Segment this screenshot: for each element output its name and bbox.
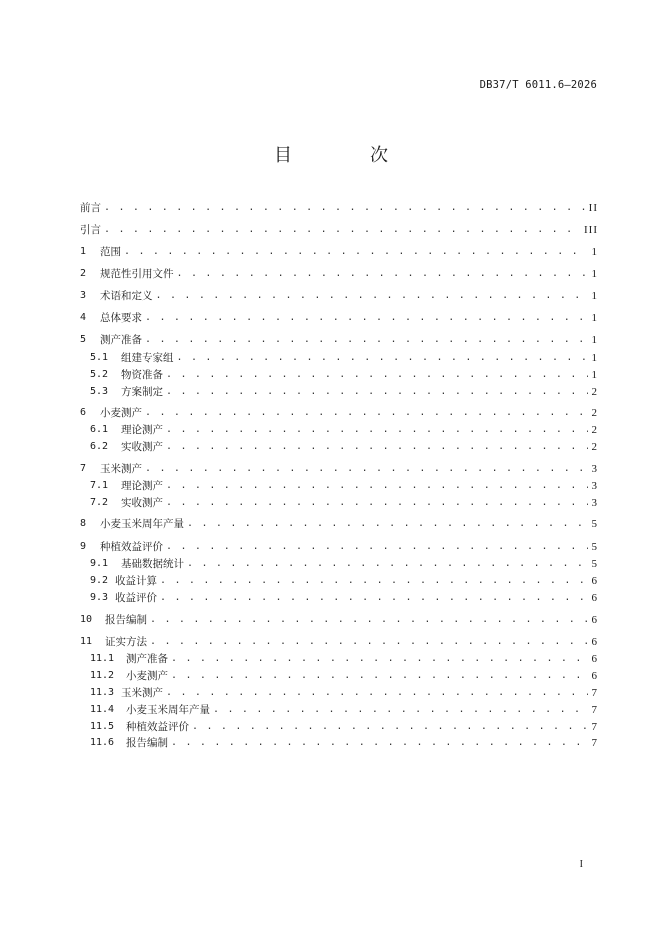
toc-page-number: 1: [591, 268, 598, 280]
toc-leader-dots: [166, 422, 588, 438]
toc-page-number: 2: [591, 407, 598, 419]
toc-page-number: 6: [591, 614, 598, 626]
footer-page-number: I: [579, 859, 583, 870]
toc-leader-dots: [156, 288, 588, 304]
toc-page-number: 5: [591, 541, 598, 553]
toc-number: 11.4: [90, 704, 115, 715]
toc-number: 1: [80, 246, 87, 257]
toc-page-number: 7: [591, 721, 598, 733]
toc-page-number: 3: [591, 463, 598, 475]
toc-entry-1[interactable]: [80, 244, 598, 260]
toc-page-number: 5: [591, 558, 598, 570]
toc-page-number: 3: [591, 480, 598, 492]
toc-leader-dots: [104, 222, 580, 238]
toc-leader-dots: [192, 719, 588, 735]
toc-number: 11.5: [90, 721, 115, 732]
toc-label: 收益计算: [115, 575, 157, 587]
toc-leader-dots: [177, 350, 588, 366]
toc-entry-11-4[interactable]: [90, 702, 598, 718]
toc-page-number: II: [588, 202, 598, 214]
toc-number: 5.2: [90, 369, 109, 380]
toc-entry-11-5[interactable]: [90, 719, 598, 735]
toc-page-number: 6: [591, 670, 598, 682]
toc-page-number: 7: [591, 687, 598, 699]
toc-leader-dots: [166, 367, 588, 383]
toc-entry-10[interactable]: [80, 612, 598, 628]
toc-leader-dots: [166, 685, 588, 701]
toc-label: 理论测产: [121, 424, 163, 436]
toc-label: 总体要求: [100, 312, 142, 324]
toc-leader-dots: [171, 735, 588, 751]
toc-number: 9.2: [90, 575, 109, 586]
toc-entry-2[interactable]: [80, 266, 598, 282]
toc-leader-dots: [166, 439, 588, 455]
toc-label: 范围: [100, 246, 121, 258]
toc-number: 3: [80, 290, 87, 301]
toc-label: 物资准备: [121, 369, 163, 381]
toc-leader-dots: [160, 590, 588, 606]
toc-label: 报告编制: [105, 614, 147, 626]
toc-leader-dots: [145, 310, 588, 326]
toc-leader-dots: [166, 384, 588, 400]
toc-entry-8[interactable]: [80, 516, 598, 532]
toc-label: 报告编制: [126, 737, 168, 749]
toc-leader-dots: [104, 200, 585, 216]
toc-label: 小麦测产: [100, 407, 142, 419]
toc-entry-5-3[interactable]: [90, 384, 598, 400]
toc-entry-9-1[interactable]: [90, 556, 598, 572]
toc-page-number: 6: [591, 592, 598, 604]
toc-leader-dots: [145, 332, 588, 348]
toc-label: 测产准备: [100, 334, 142, 346]
toc-label: 小麦玉米周年产量: [126, 704, 210, 716]
toc-page-number: 1: [591, 290, 598, 302]
toc-label: 玉米测产: [100, 463, 142, 475]
toc-entry-11-3[interactable]: [90, 685, 598, 701]
toc-leader-dots: [213, 702, 588, 718]
toc-leader-dots: [166, 539, 588, 555]
toc-number: 5.1: [90, 352, 109, 363]
toc-leader-dots: [171, 668, 588, 684]
toc-page-number: 1: [591, 352, 598, 364]
toc-entry-introduction[interactable]: [80, 222, 598, 238]
toc-number: 11.1: [90, 653, 115, 664]
toc-label: 规范性引用文件: [100, 268, 174, 280]
toc-number: 5: [80, 334, 87, 345]
toc-number: 9.1: [90, 558, 109, 569]
toc-number: 11.3: [90, 687, 115, 698]
toc-page-number: 7: [591, 704, 598, 716]
toc-number: 8: [80, 518, 87, 529]
toc-number: 2: [80, 268, 87, 279]
toc-number: 6.1: [90, 424, 109, 435]
toc-number: 9.3: [90, 592, 109, 603]
toc-number: 7.1: [90, 480, 109, 491]
toc-number: 11.2: [90, 670, 115, 681]
toc-leader-dots: [160, 573, 588, 589]
toc-leader-dots: [177, 266, 588, 282]
toc-leader-dots: [166, 495, 588, 511]
toc-number: 11: [80, 636, 93, 647]
toc-leader-dots: [187, 516, 588, 532]
toc-page-number: 2: [591, 386, 598, 398]
toc-entry-3[interactable]: [80, 288, 598, 304]
toc-page-number: 5: [591, 518, 598, 530]
toc-entry-4[interactable]: [80, 310, 598, 326]
toc-leader-dots: [150, 612, 588, 628]
standard-code: DB37/T 6011.6—2026: [479, 79, 597, 91]
toc-number: 5.3: [90, 386, 109, 397]
toc-entry-11-1[interactable]: [90, 651, 598, 667]
toc-page-number: 1: [591, 369, 598, 381]
toc-page-number: 6: [591, 636, 598, 648]
toc-number: 6.2: [90, 441, 109, 452]
toc-number: 6: [80, 407, 87, 418]
toc-leader-dots: [145, 405, 588, 421]
toc-entry-5[interactable]: [80, 332, 598, 348]
toc-page-number: 1: [591, 312, 598, 324]
toc-page-number: 6: [591, 653, 598, 665]
toc-entry-11-6[interactable]: [90, 735, 598, 751]
toc-leader-dots: [166, 478, 588, 494]
toc-leader-dots: [187, 556, 588, 572]
toc-page-number: 1: [591, 334, 598, 346]
toc-label: 证实方法: [105, 636, 147, 648]
page-title: 目 次: [274, 145, 418, 166]
toc-number: 7.2: [90, 497, 109, 508]
toc-entry-6[interactable]: [80, 405, 598, 421]
toc-leader-dots: [145, 461, 588, 477]
toc-entry-9[interactable]: [80, 539, 598, 555]
toc-page-number: 3: [591, 497, 598, 509]
toc-entry-5-1[interactable]: [90, 350, 598, 366]
toc-number: 4: [80, 312, 87, 323]
toc-label: 玉米测产: [121, 687, 163, 699]
toc-page-number: 7: [591, 737, 598, 749]
toc-leader-dots: [124, 244, 588, 260]
toc-label: 理论测产: [121, 480, 163, 492]
toc-entry-11[interactable]: [80, 634, 598, 650]
toc-label: 小麦测产: [126, 670, 168, 682]
toc-entry-5-2[interactable]: [90, 367, 598, 383]
toc-label: 实收测产: [121, 441, 163, 453]
toc-label: 组建专家组: [121, 352, 174, 364]
toc-label: 引言: [80, 224, 101, 236]
toc-leader-dots: [150, 634, 588, 650]
toc-page-number: 2: [591, 441, 598, 453]
toc-page-number: 6: [591, 575, 598, 587]
toc-entry-11-2[interactable]: [90, 668, 598, 684]
toc-label: 实收测产: [121, 497, 163, 509]
toc-label: 测产准备: [126, 653, 168, 665]
toc-label: 基础数据统计: [121, 558, 184, 570]
toc-page-number: III: [584, 224, 598, 236]
toc-number: 9: [80, 541, 87, 552]
toc-page-number: 2: [591, 424, 598, 436]
toc-entry-7-1[interactable]: [90, 478, 598, 494]
toc-label: 种植效益评价: [100, 541, 163, 553]
toc-page-number: 1: [591, 246, 598, 258]
toc-entry-6-2[interactable]: [90, 439, 598, 455]
toc-leader-dots: [171, 651, 588, 667]
toc-entry-7-2[interactable]: [90, 495, 598, 511]
toc-label: 术语和定义: [100, 290, 153, 302]
toc-label: 前言: [80, 202, 101, 214]
toc-entry-9-3[interactable]: [90, 590, 598, 606]
toc-entry-9-2[interactable]: [90, 573, 598, 589]
toc-label: 小麦玉米周年产量: [100, 518, 184, 530]
toc-entry-6-1[interactable]: [90, 422, 598, 438]
toc-entry-foreword[interactable]: [80, 200, 598, 216]
toc-number: 10: [80, 614, 93, 625]
toc-number: 11.6: [90, 737, 115, 748]
toc-number: 7: [80, 463, 87, 474]
toc-entry-7[interactable]: [80, 461, 598, 477]
toc-label: 种植效益评价: [126, 721, 189, 733]
toc-label: 收益评价: [115, 592, 157, 604]
toc-label: 方案制定: [121, 386, 163, 398]
